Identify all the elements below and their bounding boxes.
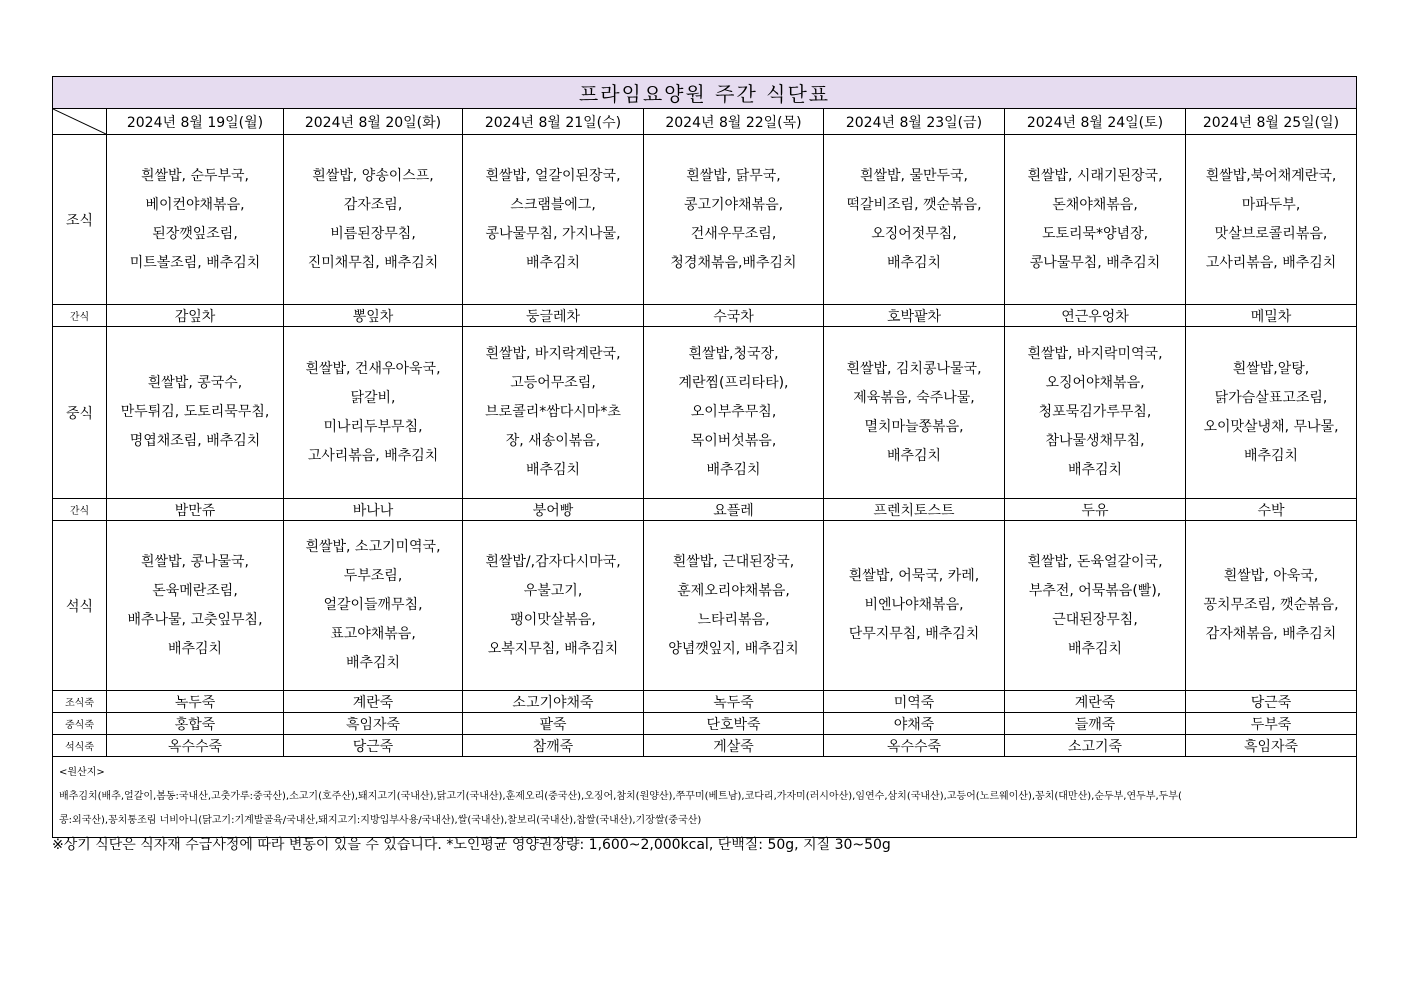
origin-info <box>53 757 1357 838</box>
breakfast-cell-day-1 <box>107 135 284 305</box>
menu-line: 콩나물무침, 배추김치 <box>1029 254 1161 271</box>
menu-line: 감자조림, <box>343 196 403 213</box>
menu-line: 흰쌀밥, 물만두국, <box>859 167 969 184</box>
menu-line: 건새우무조림, <box>690 225 777 242</box>
breakfast-cell-day-4 <box>644 135 824 305</box>
dinner-cell-day-7 <box>1186 521 1357 691</box>
menu-line: 배추김치 <box>1243 447 1299 464</box>
menu-line: 콩나물무침, 가지나물, <box>485 225 621 242</box>
menu-line: 도토리묵*양념장, <box>1041 225 1149 242</box>
dinner-porridge-cell-day-2: 당근죽 <box>284 735 463 757</box>
lunch-porridge-cell-day-7: 두부죽 <box>1186 713 1357 735</box>
menu-line: 배추김치 <box>167 640 223 657</box>
morning-snack-cell-day-1: 감잎차 <box>107 305 284 327</box>
menu-line: 된장깻잎조림, <box>152 225 238 242</box>
breakfast-cell-day-5 <box>824 135 1005 305</box>
dinner-porridge-cell-day-5: 옥수수죽 <box>824 735 1005 757</box>
menu-line: 돈육메란조림, <box>152 582 238 599</box>
menu-line: 비엔나야채볶음, <box>864 597 964 613</box>
menu-line: 흰쌀밥, 어묵국, 카레, <box>848 568 980 584</box>
dinner-cell-day-5 <box>824 521 1005 691</box>
menu-title: 프라임요양원 주간 식단표 <box>53 77 1357 109</box>
menu-line: 장, 새송이볶음, <box>505 433 601 449</box>
morning-snack-cell-day-2: 뽕잎차 <box>284 305 463 327</box>
date-header-day-7: 2024년 8월 25일(일) <box>1186 109 1357 135</box>
menu-line: 고사리볶음, 배추김치 <box>1205 254 1337 271</box>
breakfast-porridge-cell-day-6: 계란죽 <box>1005 691 1186 713</box>
menu-line: 흰쌀밥,알탕, <box>1232 360 1310 377</box>
menu-line: 비름된장무침, <box>330 225 416 242</box>
menu-line: 배추나물, 고춧잎무침, <box>127 611 263 628</box>
menu-line: 오복지무침, 배추김치 <box>487 640 619 657</box>
menu-line: 느타리볶음, <box>697 611 770 628</box>
menu-line: 근대된장무침, <box>1052 611 1138 628</box>
menu-line: 배추김치 <box>525 254 581 271</box>
menu-line: 표고야채볶음, <box>330 626 416 642</box>
menu-line: 꽁치무조림, 깻순볶음, <box>1203 597 1339 613</box>
menu-line: 두부조림, <box>343 568 403 584</box>
breakfast-cell-day-2 <box>284 135 463 305</box>
menu-line: 흰쌀밥, 순두부국, <box>140 167 250 184</box>
menu-line: 흰쌀밥, 김치콩나물국, <box>846 360 982 377</box>
menu-line: 명엽채조림, 배추김치 <box>129 433 261 449</box>
label-breakfast: 조식 <box>53 135 107 305</box>
label-morning-snack: 간식 <box>53 305 107 327</box>
lunch-cell-day-6 <box>1005 327 1186 499</box>
dinner-cell-day-1 <box>107 521 284 691</box>
breakfast-porridge-cell-day-4: 녹두죽 <box>644 691 824 713</box>
dinner-porridge-cell-day-7: 흑임자죽 <box>1186 735 1357 757</box>
label-breakfast-porridge: 조식죽 <box>53 691 107 713</box>
menu-line: 흰쌀밥/,감자다시마국, <box>485 553 621 570</box>
menu-line: 우불고기, <box>523 582 583 599</box>
dinner-cell-day-4 <box>644 521 824 691</box>
lunch-cell-day-4 <box>644 327 824 499</box>
menu-line: 흰쌀밥, 바지락계란국, <box>485 346 621 362</box>
afternoon-snack-cell-day-5: 프렌치토스트 <box>824 499 1005 521</box>
lunch-porridge-cell-day-5: 야채죽 <box>824 713 1005 735</box>
afternoon-snack-cell-day-6: 두유 <box>1005 499 1186 521</box>
origin-line-2: 콩:외국산),꽁치통조림 너비아니(닭고기:기계발골육/국내산,돼지고기:지방입부사용/국내산),쌀(국내산),찰보리(국내산),찹쌀(국내산),기장쌀(중국산) <box>59 815 702 826</box>
menu-line: 목이버섯볶음, <box>690 433 777 449</box>
menu-line: 오이부추무침, <box>690 404 777 420</box>
menu-line: 흰쌀밥, 소고기미역국, <box>305 539 441 555</box>
menu-line: 배추김치 <box>1067 640 1123 657</box>
label-dinner: 석식 <box>53 521 107 691</box>
breakfast-porridge-cell-day-2: 계란죽 <box>284 691 463 713</box>
date-header-day-4: 2024년 8월 22일(목) <box>644 109 824 135</box>
morning-snack-cell-day-3: 둥글레차 <box>463 305 644 327</box>
breakfast-porridge-cell-day-3: 소고기야채죽 <box>463 691 644 713</box>
menu-line: 흰쌀밥, 콩국수, <box>147 375 243 391</box>
morning-snack-cell-day-6: 연근우엉차 <box>1005 305 1186 327</box>
label-afternoon-snack: 간식 <box>53 499 107 521</box>
menu-line: 흰쌀밥, 아욱국, <box>1223 568 1319 584</box>
menu-line: 브로콜리*쌈다시마*초 <box>485 404 621 420</box>
menu-line: 배추김치 <box>886 447 942 464</box>
lunch-cell-day-7 <box>1186 327 1357 499</box>
menu-line: 미트볼조림, 배추김치 <box>129 254 261 271</box>
origin-heading: <원산지> <box>59 767 105 778</box>
menu-line: 닭갈비, <box>350 389 396 406</box>
menu-line: 흰쌀밥, 양송이스프, <box>312 167 434 184</box>
morning-snack-cell-day-7: 메밀차 <box>1186 305 1357 327</box>
breakfast-cell-day-6 <box>1005 135 1186 305</box>
lunch-porridge-cell-day-3: 팥죽 <box>463 713 644 735</box>
lunch-porridge-cell-day-6: 들깨죽 <box>1005 713 1186 735</box>
menu-line: 돈채야채볶음, <box>1052 196 1138 213</box>
lunch-porridge-cell-day-1: 홍합죽 <box>107 713 284 735</box>
breakfast-porridge-cell-day-5: 미역죽 <box>824 691 1005 713</box>
menu-line: 진미채무침, 배추김치 <box>307 254 439 271</box>
label-lunch-porridge: 중식죽 <box>53 713 107 735</box>
menu-line: 콩고기야채볶음, <box>683 196 784 213</box>
menu-line: 부추전, 어묵볶음(빨), <box>1028 582 1162 599</box>
menu-line: 마파두부, <box>1241 196 1301 213</box>
menu-line: 흰쌀밥, 닭무국, <box>686 167 781 184</box>
lunch-cell-day-3 <box>463 327 644 499</box>
menu-line: 멸치마늘쫑볶음, <box>864 418 964 435</box>
menu-line: 양념깻잎지, 배추김치 <box>668 640 799 657</box>
menu-line: 흰쌀밥, 시래기된장국, <box>1027 167 1163 184</box>
breakfast-porridge-cell-day-7: 당근죽 <box>1186 691 1357 713</box>
menu-line: 만두튀김, 도토리묵무침, <box>120 404 270 420</box>
menu-line: 흰쌀밥, 얼갈이된장국, <box>485 167 621 184</box>
menu-line: 고사리볶음, 배추김치 <box>307 447 439 464</box>
menu-line: 흰쌀밥, 근대된장국, <box>672 553 795 570</box>
footnote: ※상기 식단은 식자재 수급사정에 따라 변동이 있을 수 있습니다. *노인평균 영양권장량: 1,600~2,000kcal, 단백질: 50g, 지질 30~50g <box>52 837 891 853</box>
menu-line: 닭가슴살표고조림, <box>1214 389 1328 406</box>
menu-line: 단무지무침, 배추김치 <box>848 626 980 642</box>
afternoon-snack-cell-day-4: 요플레 <box>644 499 824 521</box>
date-header-day-2: 2024년 8월 20일(화) <box>284 109 463 135</box>
corner-cell <box>53 109 107 135</box>
dinner-porridge-cell-day-3: 참깨죽 <box>463 735 644 757</box>
menu-line: 떡갈비조림, 깻순볶음, <box>846 196 982 213</box>
menu-line: 오이맛살냉채, 무나물, <box>1203 418 1339 435</box>
menu-line: 흰쌀밥, 바지락미역국, <box>1027 346 1163 362</box>
menu-line: 배추김치 <box>886 254 942 271</box>
diagonal-line <box>53 109 106 134</box>
lunch-cell-day-5 <box>824 327 1005 499</box>
dinner-porridge-cell-day-4: 게살죽 <box>644 735 824 757</box>
menu-line: 베이컨야채볶음, <box>145 196 245 213</box>
menu-line: 흰쌀밥,북어채계란국, <box>1205 167 1337 184</box>
breakfast-cell-day-3 <box>463 135 644 305</box>
lunch-cell-day-2 <box>284 327 463 499</box>
menu-line: 팽이맛살볶음, <box>510 611 596 628</box>
afternoon-snack-cell-day-2: 바나나 <box>284 499 463 521</box>
menu-line: 고등어무조림, <box>510 375 596 391</box>
menu-line: 배추김치 <box>706 462 761 478</box>
menu-line: 오징어젓무침, <box>871 225 957 242</box>
menu-line: 오징어야채볶음, <box>1045 375 1145 391</box>
morning-snack-cell-day-5: 호박팥차 <box>824 305 1005 327</box>
label-dinner-porridge: 석식죽 <box>53 735 107 757</box>
menu-line: 흰쌀밥, 건새우아욱국, <box>305 360 441 377</box>
label-lunch: 중식 <box>53 327 107 499</box>
menu-line: 흰쌀밥,청국장, <box>688 346 779 362</box>
menu-line: 미나리두부무침, <box>323 418 423 435</box>
date-header-day-3: 2024년 8월 21일(수) <box>463 109 644 135</box>
menu-line: 흰쌀밥, 콩나물국, <box>140 553 250 570</box>
menu-line: 참나물생채무침, <box>1045 433 1145 449</box>
menu-line: 얼갈이들깨무침, <box>323 597 423 613</box>
menu-line: 감자채볶음, 배추김치 <box>1205 626 1337 642</box>
date-header-day-1: 2024년 8월 19일(월) <box>107 109 284 135</box>
menu-line: 배추김치 <box>525 462 581 478</box>
morning-snack-cell-day-4: 수국차 <box>644 305 824 327</box>
menu-line: 맛살브로콜리볶음, <box>1214 225 1328 242</box>
dinner-cell-day-2 <box>284 521 463 691</box>
menu-line: 청경채볶음,배추김치 <box>670 254 797 271</box>
dinner-porridge-cell-day-6: 소고기죽 <box>1005 735 1186 757</box>
dinner-porridge-cell-day-1: 옥수수죽 <box>107 735 284 757</box>
menu-table <box>52 76 1357 838</box>
menu-line: 제육볶음, 숙주나물, <box>853 389 975 406</box>
lunch-porridge-cell-day-4: 단호박죽 <box>644 713 824 735</box>
menu-line: 청포묵김가루무침, <box>1038 404 1152 420</box>
afternoon-snack-cell-day-1: 밤만쥬 <box>107 499 284 521</box>
afternoon-snack-cell-day-7: 수박 <box>1186 499 1357 521</box>
menu-line: 배추김치 <box>1067 462 1123 478</box>
breakfast-porridge-cell-day-1: 녹두죽 <box>107 691 284 713</box>
dinner-cell-day-3 <box>463 521 644 691</box>
lunch-porridge-cell-day-2: 흑임자죽 <box>284 713 463 735</box>
afternoon-snack-cell-day-3: 붕어빵 <box>463 499 644 521</box>
date-header-day-6: 2024년 8월 24일(토) <box>1005 109 1186 135</box>
date-header-day-5: 2024년 8월 23일(금) <box>824 109 1005 135</box>
menu-line: 배추김치 <box>345 655 401 671</box>
origin-line-1: 배추김치(배추,얼갈이,봄동:국내산,고춧가루:중국산),소고기(호주산),돼지고기(국내산),닭고기(국내산),훈제오리(중국산),오징어,참치(원양산),쭈꾸미(베트남),코다리,가자미(러시아산),임연수,삼치(국내산),고등어(노르웨이산),꽁치(대만산),순두부,연두부,두부( <box>59 791 1182 802</box>
menu-line: 계란찜(프리타타), <box>678 375 789 391</box>
lunch-cell-day-1 <box>107 327 284 499</box>
dinner-cell-day-6 <box>1005 521 1186 691</box>
menu-line: 흰쌀밥, 돈육얼갈이국, <box>1027 553 1163 570</box>
menu-line: 훈제오리야채볶음, <box>677 582 790 599</box>
menu-line: 스크램블에그, <box>510 196 596 213</box>
breakfast-cell-day-7 <box>1186 135 1357 305</box>
